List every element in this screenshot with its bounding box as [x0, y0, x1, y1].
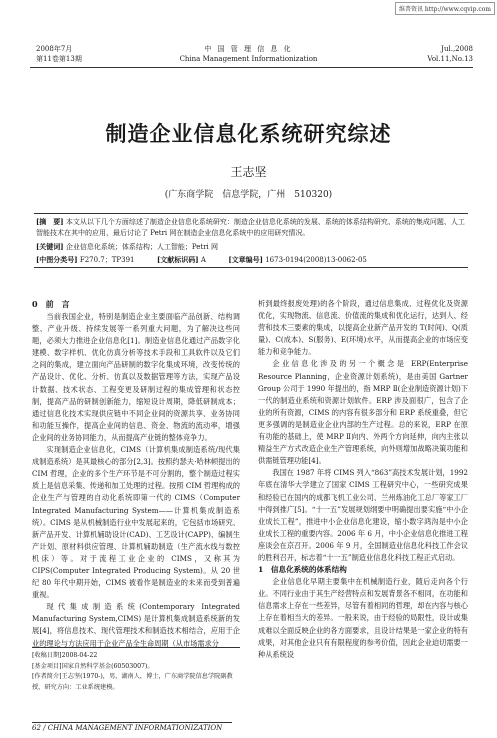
keywords-text: 企业信息化系统；体系结构；人工智能；Petri 网: [65, 243, 219, 251]
footnote-author: [作者简介]王志坚(1970-)，男，湖南人，博士，广东商学院信息学院副教授，研究方向：工业系统建模。: [32, 673, 233, 691]
classification-row: [36, 254, 466, 266]
intro-paragraph-2: 实现制造企业信息化，CIMS（计算机集成制造系统/现代集成制造系统）是其最核心的部分[2,3]。按照约瑟夫·哈林顿提出的 CIM 哲理，企业的多个生产环节是不可分割的，整个制造过程实质上是信息采集、传递和加工处理的过程。按照 CIM 哲理构成的企业生产与管理的自动化系统即第一代的 CIMS（Computer Integrated Manufacturing System——计算机集成制造系统）。CIMS 是从机械制造行业中发展起来的，它包括市场研究、新产品开发、计算机辅助设计(CAD)、工艺设计(CAPP)、编制生产计划、原材料供应管理、计算机辅助制造（生产流水线与数控机床）等。对于流程工业企业的 CIMS，又称其为 CIPS(Computer Integrated Producing System)。从 20 世纪 80 年代中期开始，CIMS 被看作是制造业的未来而受到普遍重视。: [32, 445, 240, 600]
journal-name: [0, 44, 497, 64]
doc-code-label: [文献标识码]: [156, 255, 199, 264]
abstract-top-rule: [34, 213, 468, 214]
journal-name-cn: 中 国 管 理 信 息 化: [204, 45, 293, 53]
right-paragraph-1: 析到最终报废处理)的各个阶段，通过信息集成、过程优化及资源优化，实现物流、信息流、价值流的集成和优化运行，达到人、经营和技术三要素的集成，以提高企业新产品开发的 T(时间)、Q(质量)、C(成本)、S(服务)、E(环境)水平，从而提高企业的市场应变能力和竞争能力。: [258, 299, 468, 357]
journal-name-en: China Management Informationization: [179, 55, 318, 63]
page-footer: 62 / CHINA MANAGEMENT INFORMATIONIZATION: [32, 722, 232, 732]
issue-date-en: Jul.,2008: [441, 45, 473, 53]
footnote-received: [收稿日期]2008-04-22: [32, 652, 98, 659]
intro-paragraph-1: 当前我国企业，特别是制造企业主要面临产品创新、结构调整、产业升级、持续发展等一系列重大问题，为了解决这些问题，必须大力推进企业信息化[1]。制造业信息化通过产品数字化建模、数字样机、优化仿真分析等技术手段和工具软件以及它们之间的集成，建立面向产品研制的数字化集成环境，改变传统的产品设计、优化、分析、仿真以及数据管理等方法，实现产品设计数据、技术状态、工程变更及研制过程的集成管理和状态控制，提高产品的研制创新能力，缩短设计周期，降低研制成本；通过信息化技术实现供应链中不同企业间的资源共享、业务协同和功能互操作，提高企业间的信息、资金、物流的流动率，增强企业间的业务协同能力，从而提高产业链的整体竞争力。: [32, 312, 240, 442]
right-paragraph-3: 我国在 1987 年将 CIMS 列入“863”高技术发展计划，1992 年底在清华大学建立了国家 CIMS 工程研究中心，一些研究成果和经验已在国内的成都飞机工业公司、兰州炼油化工总厂等家工厂中得到推广[5]。“十一五”发展规划纲要中明确提出要实施“中小企业成长工程”，推进中小企业信息化建设，缩小数字鸿沟是中小企业成长工程的重要内容。2006 年 6 月，中小企业信息化推进工程座谈会在京召开。2006 年 9 月，全国制造业信息化科技工作会议的胜利召开，标志着“十一五”制造业信息化科技工程正式启动。: [258, 468, 468, 562]
issue-volume: 第11卷第13期: [36, 55, 82, 63]
cls-label: [中图分类号]: [36, 255, 78, 264]
paper-title: 制造企业信息化系统研究综述: [105, 122, 392, 146]
issue-date: 2008年7月: [36, 45, 73, 53]
author-affiliation: (广东商学院 信息学院，广州 510320): [164, 190, 333, 200]
doc-code-value: A: [200, 256, 206, 264]
left-column: [32, 298, 240, 650]
article-no-value: 1673-0194(2008)13-0062-05: [265, 256, 367, 264]
keywords-label: [关键词]: [36, 242, 64, 251]
article-footnotes: [32, 647, 240, 693]
intro-paragraph-3: 现代集成制造系统(Contemporary Integrated Manufacturing System,CIMS) 是计算机集成制造系统新的发展[4]，将信息技术、现代管理技术和制造技术相结合，应用于企业的理论与方法应用于企业产品全生命周期（从市场需求分: [32, 602, 240, 648]
paper-author: 王志坚: [230, 165, 267, 179]
right-column: [258, 298, 468, 661]
article-no-label: [文章编号]: [228, 255, 263, 264]
footnote-fund: [基金项目]国家自然科学基金(60503007)。: [32, 662, 154, 670]
issue-volume-en: Vol.11,No.13: [427, 55, 473, 63]
abstract-bottom-rule: [34, 267, 468, 268]
watermark-stamp: 维普资讯 http://www.cqvip.com: [395, 2, 495, 15]
section-heading-intro: 0 前 言: [32, 299, 70, 309]
keywords: [36, 241, 466, 253]
right-paragraph-2: 企业信息化涉及的另一个概念是 ERP(Enterprise Resource Planning，企业资源计划系统)，是由美国 Gartner Group 公司于 1990 年提出的，指 MRP Ⅱ(企业制造资源计划)下一代的制造业系统和资源计划软件。ERP 涉及面很广，包含了企业的所有资源，CIMS 的内容有很多部分和 ERP 系统重叠，但它更多强调的是制造业企业内部的生产过程。总的来说，ERP 在原有功能的基础上，使 MRP Ⅱ向内、外两个方向延伸，向内主张以精益生产方式改造企业生产管理系统，向外则增加战略决策功能和供需链管理功能[4]。: [258, 359, 468, 466]
issue-info-right: [427, 44, 473, 64]
right-paragraph-4: 企业信息化早期主要集中在机械制造行业，随后走向各个行业。不同行业由于其生产经营特点和发展背景各不相同，在功能和信息需求上存在一些差异，尽管有着相同的哲理，却在内容与核心上存在着相当大的差异。一般来说，由于经验的局限性，设计或集成难以全面反映企业的各方面要求，且设计结果是一家企业的特有成果，对其他企业只有有限程度的参考价值，因此企业迫切需要一种从系统设: [258, 577, 468, 659]
abstract-label: [摘 要]: [36, 217, 64, 226]
abstract-text: 本文从以下几个方面综述了制造企业信息化系统研究：制造企业信息化系统的发展、系统的体系结构研究、系统的集成问题、人工智能技术在其中的应用，最后讨论了 Petri 网在制造企业信息化系统中的应用研究情况。: [36, 218, 465, 237]
section-heading-architecture: 1 信息化系统的体系结构: [258, 565, 347, 575]
abstract: [36, 216, 466, 239]
header-divider: [30, 67, 473, 68]
cls-value: F270.7；TP391: [79, 256, 135, 264]
